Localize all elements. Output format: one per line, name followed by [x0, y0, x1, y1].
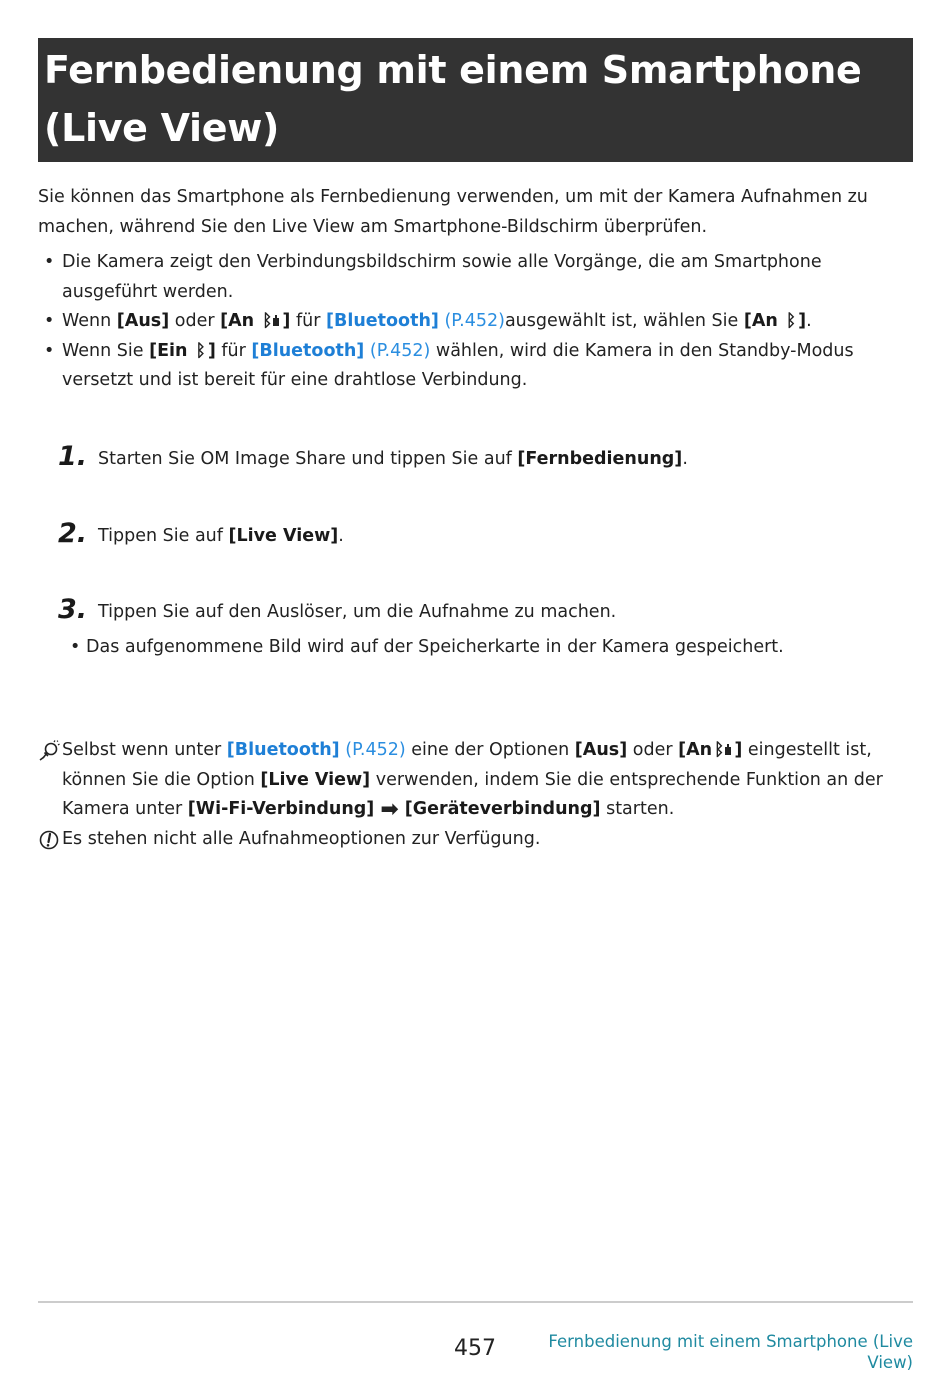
page-ref-link[interactable]: (P.452) [369, 340, 431, 361]
bullet-item-bluetooth-on: • Wenn [Aus] oder [An ᛒ ] für [Bluetooth] (P.452)ausgewählt ist, wählen Sie [An ᛒ ]. [38, 307, 918, 337]
bluetooth-link[interactable]: [Bluetooth] [226, 740, 340, 760]
page-ref-link[interactable]: (P.452) [345, 740, 406, 760]
intro-paragraph: Sie können das Smartphone als Fernbedienung verwenden, um mit der Kamera Aufnahmen zu machen, während Sie den Live View am Smartphone-Bildschirm überprüfen. [38, 187, 868, 237]
caution-icon [38, 829, 60, 851]
bullet-item-connection-screen: • Die Kamera zeigt den Verbindungsbildschirm sowie alle Vorgänge, die am Smartphone ausgeführt werden. [38, 248, 918, 307]
bluetooth-lowpower-icon: ᛒ [262, 307, 280, 337]
footer-section-title[interactable]: Fernbedienung mit einem Smartphone (Live View) [548, 1332, 913, 1372]
bluetooth-lowpower-icon: ᛒ [714, 736, 732, 766]
tip-icon [38, 740, 60, 762]
page-title: Fernbedienung mit einem Smartphone (Live View) [44, 48, 862, 150]
bluetooth-icon: ᛒ [195, 340, 206, 361]
step-3-sub-bullet: • Das aufgenommene Bild wird auf der Speicherkarte in der Kamera gespeichert. [62, 633, 906, 663]
page-number: 457 [454, 1336, 496, 1361]
bluetooth-icon: ᛒ [785, 311, 797, 331]
page-ref-link[interactable]: (P.452) [444, 311, 505, 331]
step-number: 2. [58, 518, 88, 549]
bluetooth-link[interactable]: [Bluetooth] [251, 340, 365, 361]
step-number: 3. [58, 594, 88, 625]
bullet-item-bluetooth-ein: • Wenn Sie [Ein ᛒ ] für [Bluetooth] (P.452) wählen, wird die Kamera in den Standby-Modus versetzt und ist bereit für eine drahtlose Verbindung. [38, 337, 918, 396]
arrow-right-icon: ➡ [380, 797, 399, 822]
bullet-list [38, 248, 918, 396]
title-bar [38, 38, 913, 162]
footer-divider [38, 1301, 913, 1303]
caution-note: Es stehen nicht alle Aufnahmeoptionen zur Verfügung. [38, 825, 918, 855]
bluetooth-link[interactable]: [Bluetooth] [326, 311, 439, 331]
tip-note: Selbst wenn unter [Bluetooth] (P.452) eine der Optionen [Aus] oder [An ᛒ ] eingestellt ist, können Sie die Option [Live View] verwenden, indem Sie die entsprechende Funktion an der Kamera unter [Wi-Fi-Verbindung] ➡ [Geräteverbindung] starten. [38, 736, 918, 825]
step-text: Tippen Sie auf den Auslöser, um die Aufnahme zu machen. [98, 602, 617, 622]
step-number: 1. [58, 441, 88, 472]
